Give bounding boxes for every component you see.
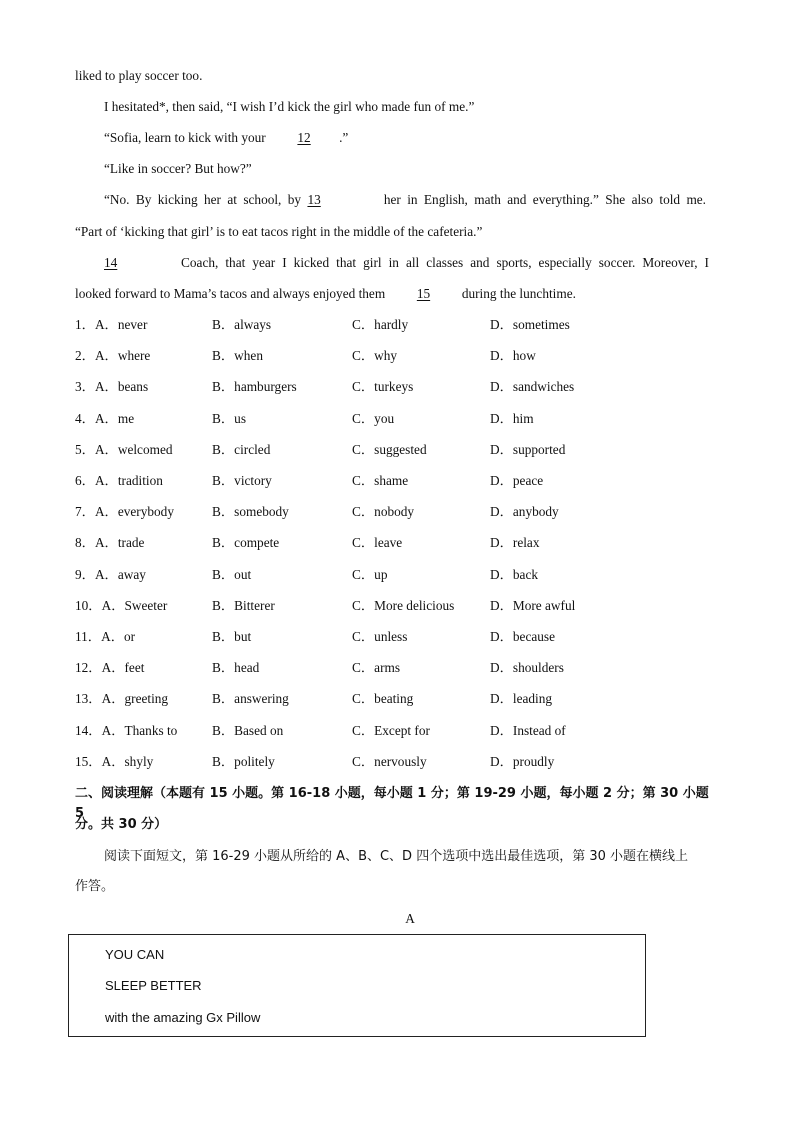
option-a bbox=[75, 658, 144, 678]
question-options-row bbox=[75, 471, 725, 491]
passage-line: “Like in soccer? But how?” bbox=[104, 161, 252, 176]
question-number: 12． bbox=[75, 660, 102, 676]
blank-15: 15 bbox=[416, 286, 431, 301]
option-text: A．feet bbox=[101, 660, 145, 676]
question-options-row bbox=[75, 752, 725, 772]
option-d: D．back bbox=[490, 566, 538, 582]
question-options-row bbox=[75, 409, 725, 429]
option-c: C．turkeys bbox=[352, 379, 414, 395]
option-text: A．beans bbox=[94, 379, 149, 395]
option-d: D．proudly bbox=[490, 753, 555, 769]
ad-box bbox=[68, 934, 646, 1037]
question-options-row bbox=[75, 440, 725, 460]
question-options-row bbox=[75, 346, 725, 366]
option-b: B．head bbox=[212, 660, 260, 676]
blank-14: 14 bbox=[104, 255, 118, 270]
option-text: A．or bbox=[101, 629, 136, 644]
option-text: A．me bbox=[94, 410, 135, 426]
option-d: D．sandwiches bbox=[490, 379, 575, 395]
ad-line: with the amazing Gx Pillow bbox=[105, 1010, 261, 1025]
option-d: D．leading bbox=[490, 691, 553, 707]
passage-line: “No. By kicking her at school, by 13 her in English, math and everything.” She also told me. bbox=[104, 190, 706, 210]
option-c: C．beating bbox=[352, 691, 414, 707]
option-d: D．relax bbox=[490, 535, 540, 551]
option-a bbox=[75, 315, 147, 335]
option-a bbox=[75, 627, 135, 647]
question-options-row bbox=[75, 596, 725, 616]
option-b: B．Bitterer bbox=[212, 597, 275, 613]
instruction-text: 作答。 bbox=[75, 879, 115, 894]
question-number: 10． bbox=[75, 597, 102, 613]
option-d: D．how bbox=[490, 348, 536, 364]
option-c: C．suggested bbox=[352, 441, 427, 457]
option-d: D．anybody bbox=[490, 504, 559, 520]
question-options-row bbox=[75, 533, 725, 553]
option-a bbox=[75, 471, 163, 491]
option-a bbox=[75, 346, 150, 366]
option-a bbox=[75, 721, 177, 741]
option-b: B．Based on bbox=[212, 722, 284, 738]
option-text: A．away bbox=[94, 566, 146, 582]
option-b: B．answering bbox=[212, 691, 289, 707]
option-d: D．supported bbox=[490, 441, 566, 457]
option-a bbox=[75, 440, 173, 460]
option-b: B．somebody bbox=[212, 504, 289, 520]
question-number: 15． bbox=[75, 753, 102, 769]
question-options-row bbox=[75, 689, 725, 709]
option-d: D．shoulders bbox=[490, 660, 564, 676]
option-text: A．tradition bbox=[94, 473, 163, 488]
passage-line: I hesitated*, then said, “I wish I’d kick the girl who made fun of me.” bbox=[104, 99, 475, 114]
question-options-row bbox=[75, 721, 725, 741]
option-c: C．More delicious bbox=[352, 597, 455, 613]
passage-label: A bbox=[405, 911, 415, 926]
option-text: A．greeting bbox=[101, 691, 169, 707]
option-a bbox=[75, 596, 167, 616]
option-c: C．Except for bbox=[352, 722, 430, 738]
question-number: 2． bbox=[75, 348, 95, 364]
option-text: A．welcomed bbox=[94, 441, 173, 457]
blank-13: 13 bbox=[307, 192, 321, 207]
option-a bbox=[75, 752, 153, 772]
option-text: A．Sweeter bbox=[101, 597, 168, 613]
option-c: C．shame bbox=[352, 473, 409, 488]
option-c: C．up bbox=[352, 566, 388, 582]
question-number: 7． bbox=[75, 504, 95, 520]
option-d: D．him bbox=[490, 410, 534, 426]
question-number: 9． bbox=[75, 566, 95, 582]
question-options-row bbox=[75, 377, 725, 397]
question-options-row bbox=[75, 565, 725, 585]
question-number: 1． bbox=[75, 317, 95, 332]
ad-line: YOU CAN bbox=[105, 947, 165, 962]
option-text: A．never bbox=[94, 317, 148, 332]
option-b: B．politely bbox=[212, 753, 275, 769]
question-options-row bbox=[75, 658, 725, 678]
option-text: A．Thanks to bbox=[101, 722, 178, 738]
option-b: B．circled bbox=[212, 441, 271, 457]
option-b: B．always bbox=[212, 317, 272, 332]
option-b: B．hamburgers bbox=[212, 379, 297, 395]
option-c: C．leave bbox=[352, 535, 403, 551]
ad-line: SLEEP BETTER bbox=[105, 978, 202, 993]
question-number: 3． bbox=[75, 379, 95, 395]
question-number: 13． bbox=[75, 691, 102, 707]
question-number: 6． bbox=[75, 473, 95, 488]
option-a bbox=[75, 502, 174, 522]
option-c: C．hardly bbox=[352, 317, 409, 332]
passage-line: 14 Coach, that year I kicked that girl in all classes and sports, especially soccer. Moreover, I bbox=[104, 253, 709, 273]
question-options-row bbox=[75, 315, 725, 335]
blank-12: 12 bbox=[297, 130, 311, 145]
option-c: C．you bbox=[352, 410, 395, 426]
passage-line: “Sofia, learn to kick with your 12 .” bbox=[104, 128, 718, 148]
question-number: 11． bbox=[75, 629, 102, 644]
option-b: B．out bbox=[212, 566, 252, 582]
option-d: D．because bbox=[490, 629, 555, 644]
question-options-row bbox=[75, 627, 725, 647]
passage-line: looked forward to Mama’s tacos and always enjoyed them 15 during the lunchtime. bbox=[75, 284, 718, 304]
option-c: C．arms bbox=[352, 660, 401, 676]
option-text: A．where bbox=[94, 348, 151, 364]
option-b: B．when bbox=[212, 348, 263, 364]
option-text: A．shyly bbox=[101, 753, 154, 769]
passage-line: “Part of ‘kicking that girl’ is to eat tacos right in the middle of the cafeteria.” bbox=[75, 224, 483, 239]
option-d: D．peace bbox=[490, 473, 544, 488]
question-number: 4． bbox=[75, 410, 95, 426]
option-d: D．More awful bbox=[490, 597, 576, 613]
section-heading: 二、阅读理解（本题有 15 小题。第 16-18 小题，每小题 1 分；第 19-29 小题，每小题 2 分；第 30 小题 5 bbox=[75, 786, 709, 821]
option-b: B．compete bbox=[212, 535, 280, 551]
option-a bbox=[75, 533, 144, 553]
question-number: 14． bbox=[75, 722, 102, 738]
option-c: C．nervously bbox=[352, 753, 427, 769]
option-b: B．victory bbox=[212, 473, 272, 488]
option-b: B．but bbox=[212, 629, 252, 644]
option-a bbox=[75, 565, 146, 585]
passage-line: liked to play soccer too. bbox=[75, 68, 203, 83]
option-c: C．why bbox=[352, 348, 398, 364]
option-a bbox=[75, 377, 148, 397]
question-options-row bbox=[75, 502, 725, 522]
option-a bbox=[75, 409, 134, 429]
option-d: D．Instead of bbox=[490, 722, 566, 738]
option-c: C．unless bbox=[352, 629, 408, 644]
option-b: B．us bbox=[212, 410, 246, 426]
option-a bbox=[75, 689, 168, 709]
option-c: C．nobody bbox=[352, 504, 415, 520]
instruction-text: 阅读下面短文，第 16-29 小题从所给的 A、B、C、D 四个选项中选出最佳选项，第 30 小题在横线上 bbox=[104, 849, 689, 864]
section-heading: 分。共 30 分） bbox=[75, 817, 168, 832]
question-number: 8． bbox=[75, 535, 95, 551]
option-text: A．trade bbox=[94, 535, 145, 551]
option-d: D．sometimes bbox=[490, 317, 570, 332]
option-text: A．everybody bbox=[94, 504, 174, 520]
question-number: 5． bbox=[75, 441, 95, 457]
